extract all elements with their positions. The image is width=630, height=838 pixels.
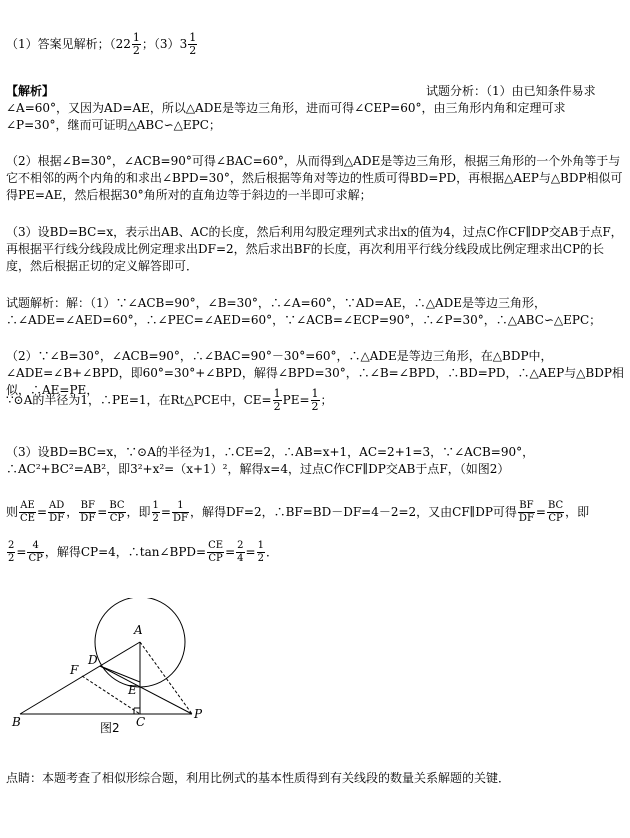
label-c: C <box>136 715 146 729</box>
fraction-den: 2 <box>8 553 15 564</box>
fraction-1-df <box>172 500 189 525</box>
comment-dianjing: 点睛：本题考查了相似形综合题，利用比例式的基本性质得到有关线段的数量关系解题的关键． <box>6 771 511 785</box>
label-a: A <box>134 623 143 637</box>
equals-sign: = <box>535 505 546 519</box>
fraction-ae-ce <box>19 500 36 525</box>
fraction-den: 4 <box>237 553 244 564</box>
answer-mid: ；（3） <box>141 37 180 51</box>
period: ． <box>265 545 278 559</box>
equals-sign: = <box>97 505 108 519</box>
fraction-num: 2 <box>8 540 15 551</box>
fraction-ce-cp <box>207 540 224 565</box>
analysis-part2: （2）根据∠B=30°，∠ACB=90°可得∠BAC=60°，从而得到△ADE是等边三角形，根据三角形的一个外角等于与它不相邻的两个内角的和求出∠BPD=30°，然后根据等角对等边的性质可得BD=PD，再根据△AEP与△BDP相似可得PE=AE，然后根据30°角所对的直角边等于斜边的一半即可求解； <box>6 154 623 202</box>
fraction-ad-df <box>48 500 65 525</box>
text-ji: ，即 <box>126 505 151 519</box>
fraction-num: 1 <box>273 387 281 400</box>
fraction-num: CE <box>208 540 224 551</box>
label-e: E <box>128 683 137 697</box>
answer-fraction1-whole: 2 <box>123 37 131 51</box>
segment-dp <box>100 666 192 714</box>
fraction-den: CP <box>548 513 563 524</box>
solution-part2-end: ； <box>320 393 333 407</box>
fraction-1-2 <box>152 500 160 525</box>
answer-fraction2-num: 1 <box>189 31 197 44</box>
fraction-num: 1 <box>311 387 319 400</box>
fraction-num: 1 <box>172 500 189 513</box>
equals-sign: = <box>245 545 256 559</box>
fraction-bf-df-2 <box>518 500 535 525</box>
answer-fraction1-num: 1 <box>132 31 140 44</box>
solution-part2: （2）∵∠B=30°，∠ACB=90°，∴∠BAC=90°－30°=60°，∴△ADE是等边三角形，在△BDP中，∠ADE=∠B+∠BPD，即60°=30°+∠BPD，解得∠BPD=30°，∴∠B=∠BPD，∴BD=PD，∴△AEP与△BDP相似，∴AE=PE， <box>6 349 624 397</box>
fraction-one-half-a <box>273 388 282 413</box>
text-solve-df: ，解得DF=2，∴BF=BD－DF=4－2=2，又由CF∥DP可得 <box>189 505 517 519</box>
label-b: B <box>12 715 21 729</box>
fraction-num: AD <box>49 500 65 511</box>
answer-line <box>6 32 198 57</box>
answer-fraction2-den: 2 <box>189 44 197 57</box>
solution-part3: （3）设BD=BC=x，∵⊙A的半径为1，∴CE=2，∴AB=x+1，AC=2+1=3，∵∠ACB=90°，∴AC²+BC²=AB²，即3²+x²=（x+1）²，解得x=4，过点C作CF∥DP交AB于点F，（如图2） <box>6 445 535 476</box>
fraction-den: DF <box>518 513 534 524</box>
fraction-bc-cp-2 <box>547 500 564 525</box>
solution-part2-line3 <box>6 388 333 413</box>
answer-prefix: （1）答案见解析；（2 <box>6 37 124 51</box>
analysis-part1: ∠A=60°，又因为AD=AE，所以△ADE是等边三角形，进而可得∠CEP=60°，由三角形内角和定理可求∠P=30°，继而可证明△ABC∽△EPC； <box>6 101 566 132</box>
fraction-den: CP <box>28 553 43 564</box>
fraction-den: 2 <box>257 553 264 564</box>
fraction-num: 1 <box>257 540 264 551</box>
fraction-den: DF <box>172 513 188 524</box>
fraction-den: DF <box>49 513 65 524</box>
solution-part2-text2: PE= <box>282 393 310 407</box>
answer-fraction1-den: 2 <box>132 44 140 57</box>
comma: ， <box>66 505 79 519</box>
fraction-num: BC <box>547 500 564 511</box>
label-f: F <box>70 663 79 677</box>
analysis-intro: 试题分析：（1）由已知条件易求 <box>426 84 596 98</box>
fraction-bf-df <box>79 500 96 525</box>
segment-de <box>100 666 140 682</box>
fraction-den: 2 <box>152 513 159 524</box>
answer-fraction2-whole: 3 <box>179 37 188 51</box>
solution-part3-tan <box>6 540 278 565</box>
fraction-one-half-b <box>311 388 320 413</box>
analysis-part3: （3）设BD=BC=x，表示出AB、AC的长度，然后利用勾股定理列式求出x的值为4，过点C作CF∥DP交AB于点F，再根据平行线分线段成比例定理求出DF=2，然后求出BF的长度，再次利用平行线分线段成比例定理求出CP的长度，然后根据正切的定义解答即可． <box>6 225 623 273</box>
equals-sign: = <box>36 505 48 519</box>
equals-sign: = <box>160 505 171 519</box>
answer-fraction2 <box>188 32 197 57</box>
equals-sign: = <box>225 545 236 559</box>
fraction-4-cp <box>27 540 43 565</box>
equals-sign: = <box>16 545 27 559</box>
fraction-den: 2 <box>273 400 281 413</box>
fraction-2-4 <box>236 540 244 565</box>
answer-fraction1 <box>132 32 141 57</box>
fraction-den: CP <box>208 553 223 564</box>
text-ze: 则 <box>6 505 19 519</box>
analysis-heading: 【解析】 <box>6 84 55 98</box>
fraction-num: 4 <box>27 540 43 553</box>
fraction-den: DF <box>80 513 96 524</box>
solution-part3-ratios <box>6 500 589 525</box>
fraction-den: 2 <box>311 400 319 413</box>
text-tan: ，解得CP=4，∴tan∠BPD= <box>44 545 207 559</box>
fraction-num: 1 <box>152 500 159 511</box>
figure-caption: 图2 <box>100 721 120 735</box>
fraction-num: 2 <box>237 540 244 551</box>
label-d: D <box>88 653 98 667</box>
geometry-figure <box>0 598 220 758</box>
fraction-num: AE <box>20 500 35 511</box>
fraction-num: BF <box>519 500 534 511</box>
fraction-2-2 <box>7 540 15 565</box>
fraction-den: CP <box>109 513 125 524</box>
solution-part2-text: ∵⊙A的半径为1，∴PE=1，在Rt△PCE中，CE= <box>6 393 272 407</box>
text-ji-2: ，即 <box>565 505 590 519</box>
solution-part1: 试题解析：解：（1）∵∠ACB=90°，∠B=30°，∴∠A=60°，∵AD=AE，∴△ADE是等边三角形，∴∠ADE=∠AED=60°，∴∠PEC=∠AED=60°，∵∠ACB=∠ECP=90°，∴∠P=30°，∴△ABC∽△EPC； <box>6 296 602 327</box>
segment-ap-dashed <box>140 642 192 714</box>
fraction-num: BC <box>109 500 125 511</box>
fraction-den: CE <box>20 513 35 524</box>
fraction-num: BF <box>80 500 95 511</box>
fraction-1-2-final <box>257 540 265 565</box>
fraction-bc-cp <box>108 500 125 525</box>
label-p: P <box>194 707 203 721</box>
